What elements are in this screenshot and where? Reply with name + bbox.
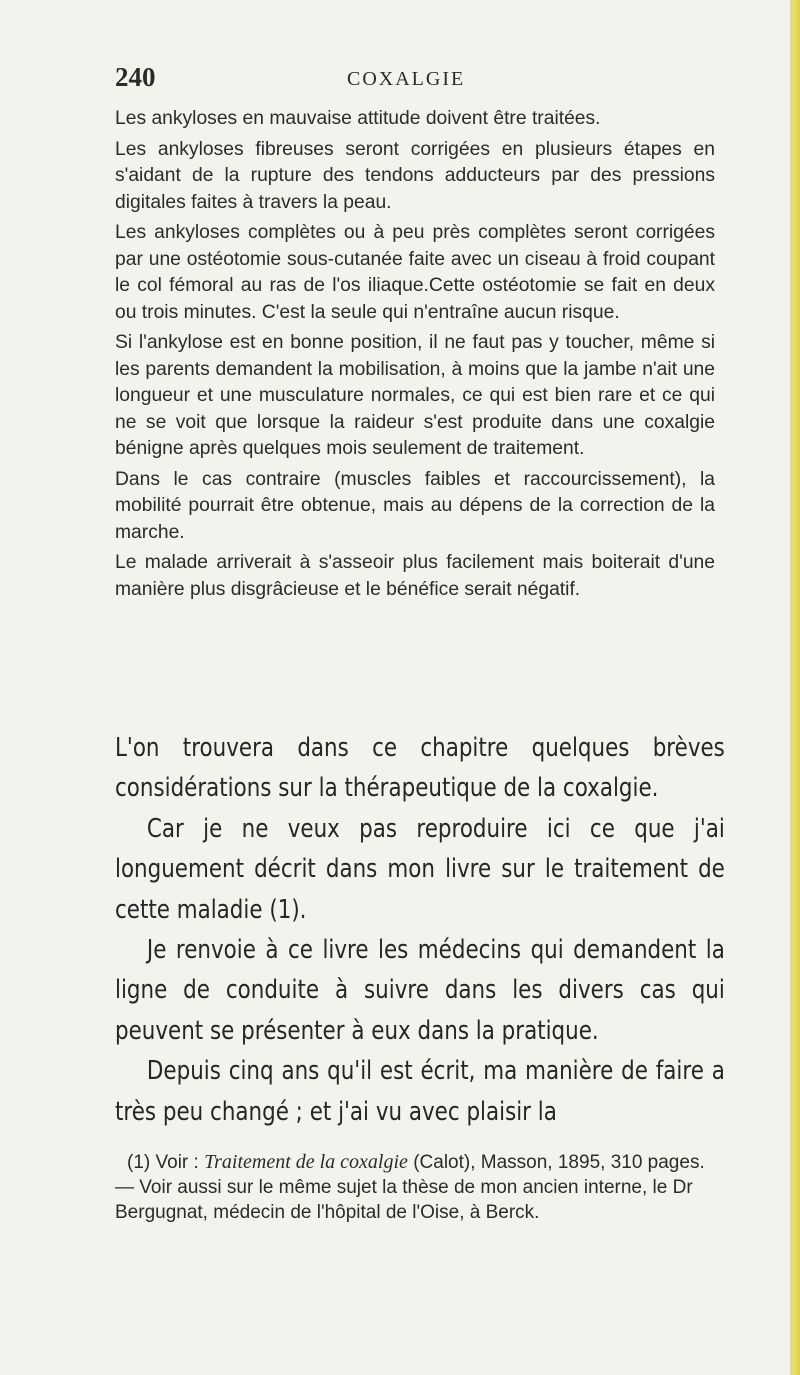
small-print-section: [115, 106, 715, 607]
footnote-book-title: Traitement de la coxalgie: [204, 1151, 408, 1173]
paragraph: Depuis cinq ans qu'il est écrit, ma manière de faire a très peu changé ; et j'ai vu avec plaisir la: [115, 1056, 725, 1127]
large-print-section: [115, 728, 725, 1132]
paragraph: Si l'ankylose est en bonne position, il ne faut pas y toucher, même si les parents demandent la mobilisation, à moins que la jambe n'ait une longueur et une musculature normales, ce qui est bien rare et ce qui ne se voit que lorsque la raideur s'est produite dans une coxalgie bénigne après quelques mois seulement de traitement.: [115, 332, 715, 459]
page-edge: [790, 0, 800, 1375]
paragraph: Car je ne veux pas reproduire ici ce que j'ai longuement décrit dans mon livre sur le traitement de cette maladie (1).: [115, 813, 725, 925]
paragraph: Les ankyloses complètes ou à peu près complètes seront corrigées par une ostéotomie sous-cutanée faite avec un ciseau à froid coupant le col fémoral au ras de l'os iliaque.Cette ostéotomie se fait en deux ou trois minutes. C'est la seule qui n'entraîne aucun risque.: [115, 222, 715, 323]
paragraph: Je renvoie à ce livre les médecins qui demandent la ligne de conduite à suivre dans les divers cas qui peuvent se présenter à eux dans la pratique.: [115, 935, 725, 1046]
paragraph: Le malade arriverait à s'asseoir plus facilement mais boiterait d'une manière plus disgrâcieuse et le bénéfice serait négatif.: [115, 552, 715, 600]
footnote-text: (Calot), Masson, 1895, 310 pages. — Voir aussi sur le même sujet la thèse de mon ancien interne, le Dr Bergugnat, médecin de l'hôpital de l'Oise, à Berck.: [115, 1152, 705, 1223]
paragraph: Les ankyloses fibreuses seront corrigées en plusieurs étapes en s'aidant de la rupture des tendons adducteurs par des pressions digitales faites à travers la peau.: [115, 138, 715, 213]
footnote-prefix: (1) Voir :: [127, 1152, 205, 1173]
paragraph: L'on trouvera dans ce chapitre quelques brèves considérations sur la thérapeutique de la coxalgie.: [115, 733, 725, 804]
running-title: COXALGIE: [347, 68, 466, 90]
footnote: [115, 1150, 725, 1225]
paragraph: Les ankyloses en mauvaise attitude doivent être traitées.: [115, 108, 601, 129]
page-header: [115, 62, 715, 94]
page-number: 240: [115, 62, 156, 92]
paragraph: Dans le cas contraire (muscles faibles et raccourcissement), la mobilité pourrait être obtenue, mais au dépens de la correction de la marche.: [115, 468, 715, 543]
